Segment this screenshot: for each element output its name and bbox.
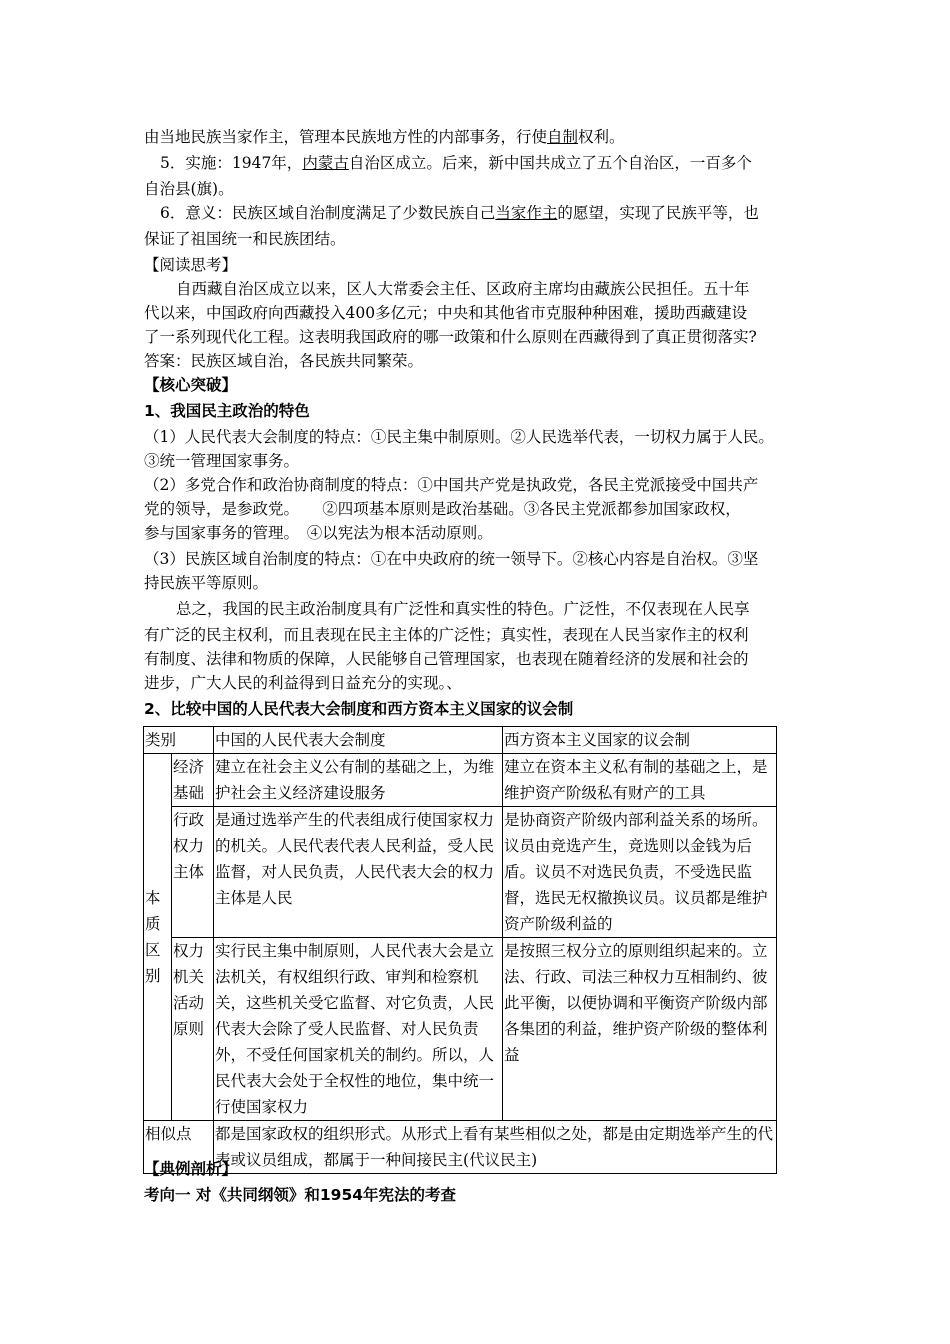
group-label-cell: 本质区别	[144, 754, 172, 1121]
header-cell: 类别	[144, 727, 214, 754]
table-row	[144, 807, 777, 938]
table-header-row	[144, 727, 777, 754]
paragraph-line: 由当地民族当家作主，管理本民族地方性的内部事务，行使自制权利。	[144, 128, 625, 146]
core-line: ③统一管理国家事务。	[144, 452, 300, 470]
reading-line: 自西藏自治区成立以来，区人大常委会主任、区政府主席均由藏族公民担任。五十年	[176, 280, 750, 298]
summary-line: 进步，广大人民的利益得到日益充分的实现。、	[144, 674, 462, 692]
item-5-cont: 自治县(旗)。	[144, 180, 234, 198]
underlined-term: 内蒙古	[302, 154, 349, 172]
summary-line: 总之，我国的民主政治制度具有广泛性和真实性的特色。广泛性，不仅表现在人民享	[176, 600, 750, 618]
core-line: 党的领导，是参政党。 ②四项基本原则是政治基础。③各民主党派都参加国家政权，	[144, 500, 741, 518]
comparison-table	[143, 726, 777, 1174]
header-cell: 西方资本主义国家的议会制	[503, 727, 777, 754]
core-line: （1）人民代表大会制度的特点：①民主集中制原则。②人民选举代表，一切权力属于人民。	[144, 428, 774, 446]
china-cell: 建立在社会主义公有制的基础之上，为维护社会主义经济建设服务	[214, 754, 503, 807]
section-heading: 【典例剖析】	[144, 1160, 238, 1178]
summary-line: 有广泛的民主权利，而且表现在民主主体的广泛性；真实性，表现在人民当家作主的权利	[144, 626, 749, 644]
summary-line: 有制度、法律和物质的保障，人民能够自己管理国家，也表现在随着经济的发展和社会的	[144, 650, 749, 668]
category-cell: 权力机关活动原则	[172, 938, 214, 1121]
category-cell: 行政权力主体	[172, 807, 214, 938]
table-row-similar	[144, 1121, 777, 1174]
header-cell: 中国的人民代表大会制度	[214, 727, 503, 754]
west-cell: 建立在资本主义私有制的基础之上，是维护资产阶级私有财产的工具	[503, 754, 777, 807]
core-line: （2）多党合作和政治协商制度的特点：①中国共产党是执政党，各民主党派接受中国共产	[144, 476, 759, 494]
reading-answer: 答案：民族区域自治，各民族共同繁荣。	[144, 352, 424, 370]
reading-heading: 【阅读思考】	[144, 256, 238, 274]
core-line: 参与国家事务的管理。 ④以宪法为根本活动原则。	[144, 524, 493, 542]
item-6-cont: 保证了祖国统一和民族团结。	[144, 230, 346, 248]
similar-cell: 都是国家政权的组织形式。从形式上看有某些相似之处，都是由定期选举产生的代表或议员组成，都属于一种间接民主(代议民主)	[214, 1121, 777, 1174]
underlined-term: 自制	[547, 128, 579, 146]
category-cell: 经济基础	[172, 754, 214, 807]
section-heading: 【核心突破】	[144, 376, 238, 394]
subsection-heading: 2、比较中国的人民代表大会制度和西方资本主义国家的议会制	[144, 700, 574, 718]
table-row	[144, 938, 777, 1121]
china-cell: 是通过选举产生的代表组成行使国家权力的机关。人民代表代表人民利益，受人民监督，对人民负责，人民代表大会的权力主体是人民	[214, 807, 503, 938]
west-cell: 是协商资产阶级内部利益关系的场所。议员由竞选产生，竞选则以金钱为后盾。议员不对选民负责，不受选民监督，选民无权撤换议员。议员都是维护资产阶级利益的	[503, 807, 777, 938]
west-cell: 是按照三权分立的原则组织起来的。立法、行政、司法三种权力互相制约、彼此平衡，以便协调和平衡资产阶级内部各集团的利益，维护资产阶级的整体利益	[503, 938, 777, 1121]
category-cell: 相似点	[144, 1121, 214, 1174]
item-5: 5．实施：1947年，内蒙古自治区成立。后来，新中国共成立了五个自治区，一百多个	[160, 154, 752, 172]
subsection-heading: 1、我国民主政治的特色	[144, 402, 310, 420]
reading-line: 代以来，中国政府向西藏投入400多亿元；中央和其他省市克服种种困难，援助西藏建设	[144, 304, 748, 322]
underlined-term: 当家作主	[495, 204, 558, 222]
item-6: 6．意义：民族区域自治制度满足了少数民族自己当家作主的愿望，实现了民族平等，也	[160, 204, 759, 222]
reading-line: 了一系列现代化工程。这表明我国政府的哪一政策和什么原则在西藏得到了真正贯彻落实?	[144, 328, 757, 346]
china-cell: 实行民主集中制原则，人民代表大会是立法机关，有权组织行政、审判和检察机关，这些机关受它监督、对它负责，人民代表大会除了受人民监督、对人民负责外，不受任何国家机关的制约。所以，人民代表大会处于全权性的地位，集中统一行使国家权力	[214, 938, 503, 1121]
table-row	[144, 754, 777, 807]
core-line: 持民族平等原则。	[144, 574, 269, 592]
core-line: （3）民族区域自治制度的特点：①在中央政府的统一领导下。②核心内容是自治权。③坚	[144, 550, 759, 568]
subsection-heading: 考向一 对《共同纲领》和1954年宪法的考查	[144, 1186, 457, 1204]
